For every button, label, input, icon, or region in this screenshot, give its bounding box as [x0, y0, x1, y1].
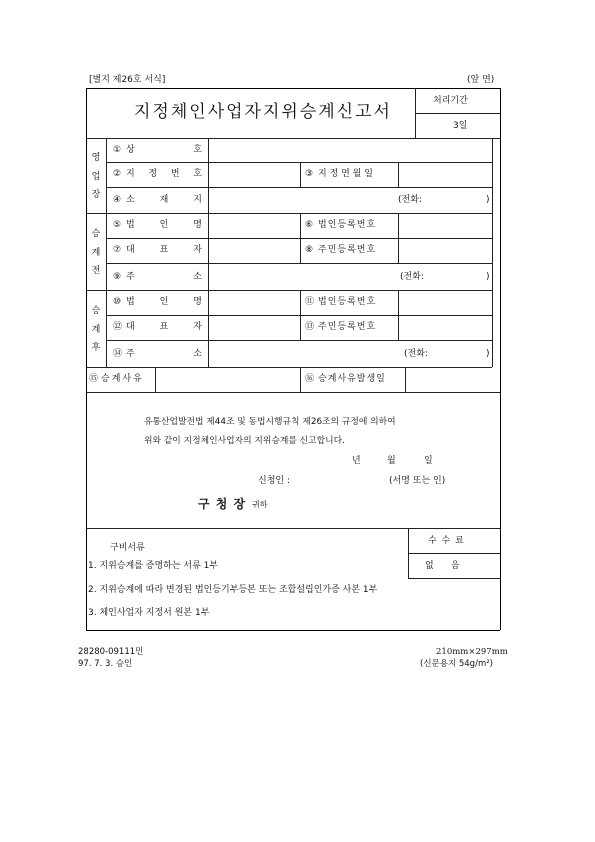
phone-close: )	[486, 272, 490, 282]
signature-note: (서명 또는 인)	[389, 476, 446, 486]
recipient: 구 청 장	[198, 497, 247, 511]
corp-reg-number-after-field[interactable]	[399, 291, 491, 314]
label-succession-date: 승계사유발생일	[318, 374, 386, 384]
resident-number-after-field[interactable]	[399, 316, 491, 339]
applicant-field[interactable]	[298, 472, 378, 488]
declaration-line-1: 유통산업발전법 제44조 및 동법시행규칙 제26조의 규정에 의하여	[144, 417, 396, 427]
label-num: ⑩	[113, 297, 122, 307]
form-number: [별지 제26호 서식]	[89, 75, 166, 85]
fee-label: 수 수 료	[428, 536, 465, 546]
label-corp-name-after: 법 인 명	[126, 297, 202, 307]
label-num: ⑭	[113, 349, 123, 359]
label-designation-date: 지 정 연 월 일	[318, 169, 373, 179]
label-num: ⑫	[113, 322, 123, 332]
fee-value: 없 음	[425, 561, 460, 571]
label-representative-after: 대 표 자	[126, 322, 202, 332]
fee-mid	[408, 553, 500, 554]
processing-label: 처리기간	[433, 96, 468, 106]
address-field[interactable]	[209, 264, 491, 289]
label-num: ⑬	[305, 322, 315, 332]
row-line	[86, 392, 500, 393]
label-num: ③	[305, 169, 314, 179]
designation-number-field[interactable]	[209, 163, 299, 186]
approval-date: 97. 7. 3. 승인	[78, 659, 133, 669]
date-month: 월	[387, 456, 396, 466]
phone-open: (전화:	[398, 195, 422, 205]
applicant-label: 신청인 :	[258, 476, 290, 486]
label-location: 소 재 지	[126, 195, 202, 205]
label-num: ⑯	[305, 374, 315, 384]
label-representative: 대 표 자	[126, 245, 202, 255]
trade-name-field[interactable]	[209, 139, 491, 161]
label-address-after: 주 소	[126, 349, 202, 359]
fee-bottom	[408, 578, 500, 579]
representative-field[interactable]	[209, 239, 299, 262]
label-resident-number-after: 주민등록번호	[318, 322, 377, 332]
recipient-honorific: 귀하	[252, 500, 268, 509]
label-designation-number: 지 정 번 호	[126, 169, 202, 179]
label-num: ①	[113, 145, 122, 155]
label-resident-number: 주민등록번호	[318, 245, 377, 255]
label-num: ②	[113, 169, 122, 179]
page-title: 지정체인사업자지위승계신고서	[134, 102, 392, 122]
document-item: 3. 체인사업자 지정서 원본 1부	[88, 608, 210, 618]
label-num: ⑥	[305, 220, 314, 230]
frame-top	[86, 88, 500, 89]
processing-box-mid	[415, 113, 500, 114]
paper-type: (신문용지 54g/m²)	[420, 659, 493, 669]
section-after: 승 계 후	[91, 306, 101, 353]
phone-open: (전화:	[404, 349, 428, 359]
section-business: 영 업 장	[91, 153, 101, 200]
label-corp-name: 법 인 명	[126, 220, 202, 230]
succession-date-field[interactable]	[406, 368, 499, 391]
grid-right	[492, 138, 493, 367]
declaration-line-2: 위와 같이 지정체인사업자의 지위승계를 신고합니다.	[144, 436, 345, 446]
address-after-field[interactable]	[209, 341, 491, 366]
frame-bottom	[86, 630, 500, 631]
document-item: 1. 지위승계를 증명하는 서류 1부	[88, 561, 219, 571]
label-address: 주 소	[126, 272, 202, 282]
resident-number-field[interactable]	[399, 239, 491, 262]
document-item: 2. 지위승계에 따라 변경된 법인등기부등본 또는 조합설립인가증 사본 1부	[88, 585, 378, 595]
label-num: ⑪	[305, 297, 315, 307]
section-col	[106, 138, 107, 367]
frame-right	[500, 88, 501, 630]
documents-heading: 구비서류	[110, 543, 145, 553]
phone-open: (전화:	[400, 272, 424, 282]
corp-name-field[interactable]	[209, 214, 299, 237]
mid-col	[300, 290, 301, 340]
corp-reg-number-field[interactable]	[399, 214, 491, 237]
label-num: ⑨	[113, 272, 122, 282]
label-num: ④	[113, 195, 122, 205]
label-num: ⑦	[113, 245, 122, 255]
corp-name-after-field[interactable]	[209, 291, 299, 314]
label-succession-reason: 승계사유	[101, 374, 144, 384]
mid-col	[300, 162, 301, 187]
mid-col	[300, 213, 301, 263]
label-corp-reg-number-after: 법인등록번호	[318, 297, 377, 307]
date-year: 년	[352, 456, 361, 466]
form-code: 28280-09111민	[78, 647, 144, 657]
label-corp-reg-number: 법인등록번호	[318, 220, 377, 230]
succession-reason-field[interactable]	[156, 368, 299, 391]
designation-date-field[interactable]	[399, 163, 491, 186]
page-side: (앞 면)	[467, 75, 495, 85]
phone-close: )	[486, 195, 490, 205]
label-num: ⑮	[89, 374, 99, 384]
representative-after-field[interactable]	[209, 316, 299, 339]
phone-close: )	[486, 349, 490, 359]
paper-size: 210mm×297mm	[436, 647, 508, 657]
frame-left	[86, 88, 87, 630]
label-trade-name: 상 호	[126, 145, 202, 155]
documents-top	[86, 528, 500, 529]
location-field[interactable]	[209, 188, 491, 212]
section-before: 승 계 전	[91, 229, 101, 276]
label-num: ⑧	[305, 245, 314, 255]
processing-value: 3일	[453, 121, 468, 131]
date-day: 일	[424, 456, 433, 466]
label-num: ⑤	[113, 220, 122, 230]
reason-col	[300, 367, 301, 392]
